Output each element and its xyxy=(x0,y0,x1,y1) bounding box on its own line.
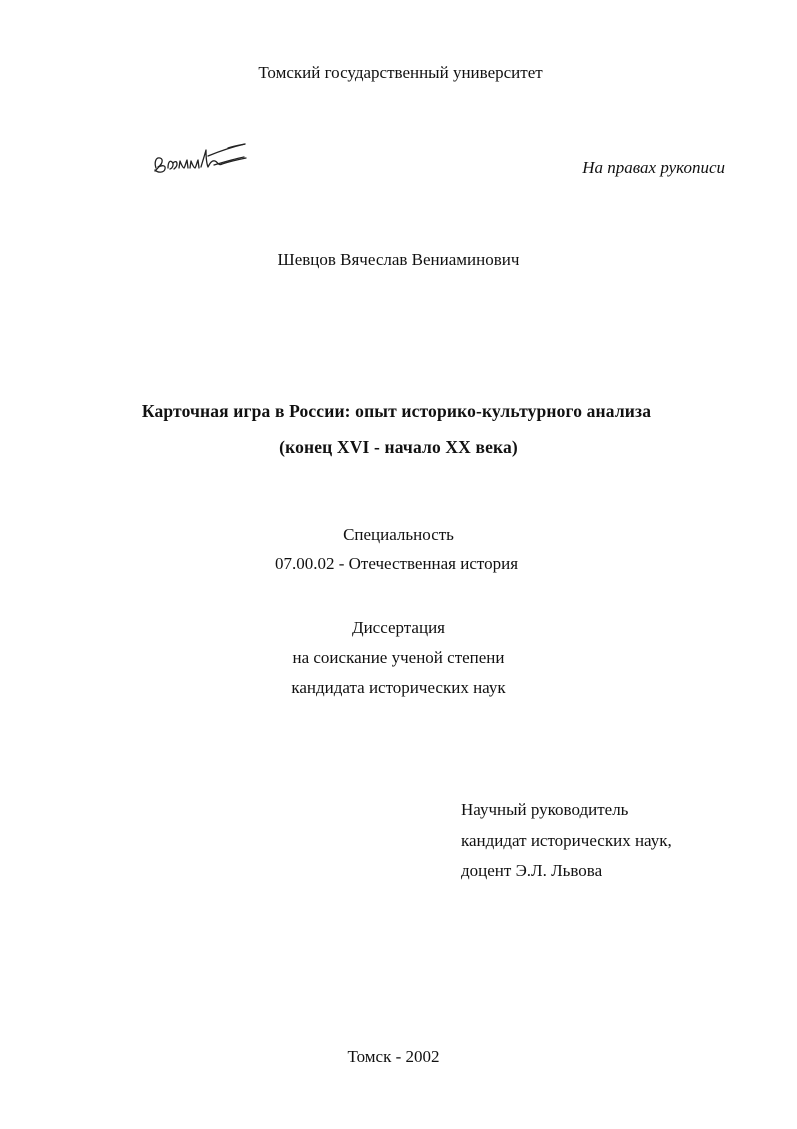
specialty-label: Специальность xyxy=(343,525,454,544)
city-year: Томск - 2002 xyxy=(347,1047,440,1066)
degree-name: кандидата исторических наук xyxy=(291,678,506,697)
university-name: Томский государственный университет xyxy=(258,63,543,82)
dissertation-type: Диссертация xyxy=(351,618,445,637)
degree-purpose: на соискание ученой степени xyxy=(292,648,505,667)
supervisor-label: Научный руководитель xyxy=(461,800,629,819)
author-name: Шевцов Вячеслав Вениаминович xyxy=(277,250,520,269)
specialty-value: 07.00.02 - Отечественная история xyxy=(274,554,519,573)
manuscript-rights-notice: На правах рукописи xyxy=(582,158,725,177)
supervisor-name: доцент Э.Л. Львова xyxy=(461,861,603,880)
supervisor-degree: кандидат исторических наук, xyxy=(461,831,672,850)
thesis-title-line-2: (конец XVI - начало XX века) xyxy=(279,437,518,457)
thesis-title-line-1: Карточная игра в России: опыт историко-культурного анализа xyxy=(141,401,652,421)
handwritten-signature xyxy=(148,138,252,180)
